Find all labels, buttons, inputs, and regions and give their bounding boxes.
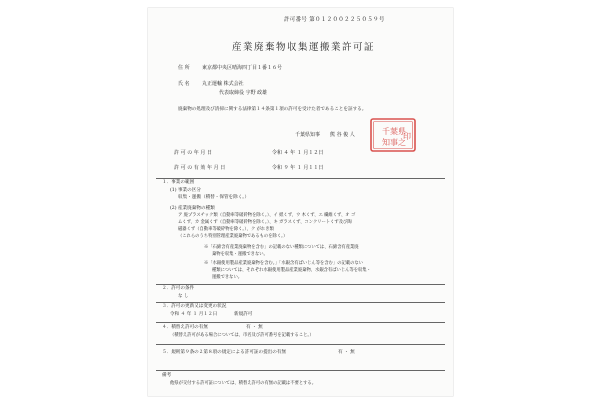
types-line-4: （これらのうち特別管理産業廃棄物であるものを除く。）	[178, 234, 288, 239]
expiry-value: 令和 ９ 年 １ 月１１日	[272, 165, 324, 171]
mercury-note-line-3: 運搬できない。	[212, 275, 243, 280]
permit-document	[148, 8, 453, 396]
issuer-label: 千葉県知事	[295, 132, 321, 138]
representative-name: 代表取締役 宇野 政雄	[219, 90, 268, 96]
mercury-note-line-1: ※「水銀使用製品産業廃棄物を含む。」「水銀含有ばいじん等を含む」の記載のない	[204, 261, 363, 266]
permit-number: 許可番号 第０１２００２２５０５９号	[284, 17, 385, 23]
types-line-3: 磁器くず（自動車等破砕物を除く。）、ク がれき類	[178, 227, 274, 232]
types-line-1: ア 廃プラスチック類（自動車等破砕物を除く。）、イ 紙くず、ウ 木くず、エ 繊維くず、オ ゴ	[178, 213, 356, 218]
expiry-label: 許可の有効年月日	[174, 165, 227, 171]
article9-value: 有 ・ 無	[338, 350, 355, 355]
divider	[156, 322, 445, 323]
company-name: 丸正運輸 株式会社	[202, 81, 244, 87]
name-label: 氏名	[178, 81, 192, 87]
divider	[156, 284, 445, 285]
scope-heading: １．事業の範囲	[162, 180, 195, 185]
divider	[156, 178, 445, 179]
transfer-note: （積替え許可がある場合については、市名及び許可番号を記載すること。）	[170, 333, 314, 338]
divider	[156, 344, 445, 345]
renewal-date: 令和 ４ 年 １ 月１２日	[170, 312, 218, 317]
category-value: 収集・運搬（積替・保管を除く。）	[178, 195, 250, 200]
document-title: 産業廃棄物収集運搬業許可証	[232, 42, 376, 53]
divider	[156, 370, 445, 371]
article9-heading: ５．規則第９条の２第８項の規定による許可証の提出の有無	[162, 350, 287, 355]
seal-text-2: 知事之	[382, 138, 406, 147]
remarks-heading: 備考	[162, 373, 172, 378]
asbestos-note-line-2: 棄物を収集・運搬できない。	[212, 252, 268, 257]
address-label: 住所	[178, 65, 192, 71]
seal-text-1: 千葉県	[382, 127, 406, 136]
asbestos-note-line-1: ※「石綿含有産業廃棄物を含む」の記載のない種類については、石綿含有産業廃	[204, 245, 359, 250]
issuer-name: 熊 谷 俊 人	[330, 132, 355, 138]
types-heading: (2) 産業廃棄物の種類	[170, 206, 215, 211]
seal-text-3: 印	[403, 132, 411, 141]
conditions-value: な し	[178, 294, 189, 299]
renewal-heading: ３．許可の更新又は変更の状況	[162, 304, 227, 309]
official-seal-icon	[369, 117, 417, 153]
certification-statement: 廃棄物の処理及び清掃に関する法律第１４条第１項の許可を受けた者であることを証する。	[178, 107, 367, 112]
transfer-value: 有 ・ 無	[246, 325, 263, 330]
permit-date-label: 許可の年月日	[174, 150, 214, 156]
types-line-2: ムくず、カ 金属くず（自動車等破砕物を除く。）、キ ガラスくず、コンクリートくず及び陶	[178, 220, 352, 225]
permit-date-value: 令和 ４ 年 １ 月１２日	[272, 150, 324, 156]
renewal-type: 新規許可	[234, 312, 253, 317]
remarks-text: 他県が交付する許可証については、積替え許可の有無の記載は不要とする。	[170, 381, 317, 386]
conditions-heading: ２．許可の条件	[162, 286, 195, 291]
transfer-heading: ４．積替え許可の有無	[162, 325, 208, 330]
divider	[156, 302, 445, 303]
address-value: 東京都中央区晴海四丁目１番１６号	[202, 65, 283, 71]
category-heading: (1) 事業の区分	[170, 188, 201, 193]
mercury-note-line-2: 種類については、それぞれ水銀使用製品産業廃棄物、水銀含有ばいじん等を収集・	[212, 268, 371, 273]
